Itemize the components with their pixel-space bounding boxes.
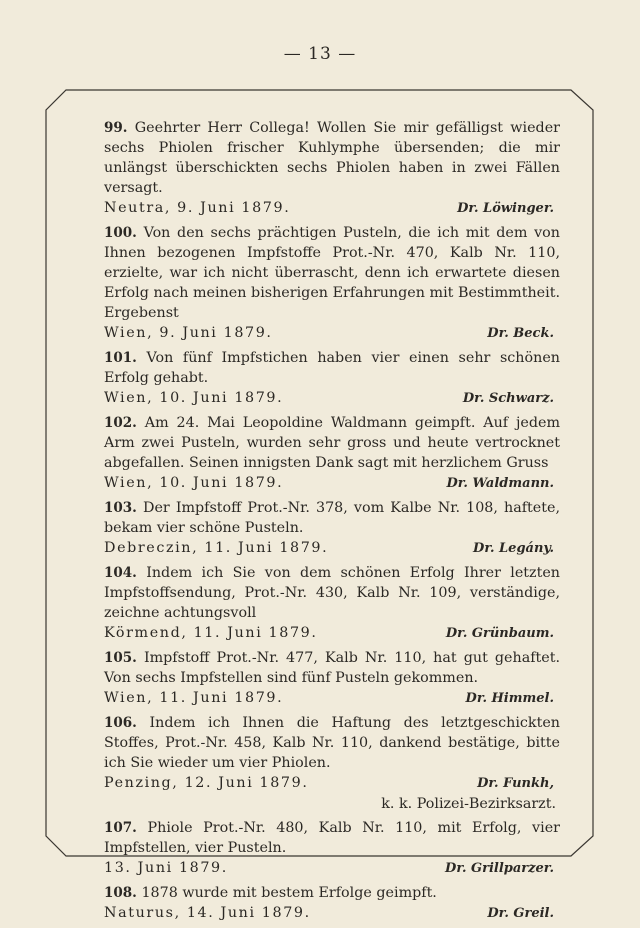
entry-signature: Dr. Funkh, xyxy=(477,776,554,791)
entry-text: Indem ich Sie von dem schönen Erfolg Ihrer letzten Impfstoffsendung, Prot.-Nr. 430, Kalb Nr. 109, verständige, zeichne achtungsvoll xyxy=(104,565,560,621)
entry-number: 106. xyxy=(104,715,137,731)
entry-place-date: Wien, 10. Juni 1879. xyxy=(104,390,284,406)
entry-103 xyxy=(104,498,560,559)
entry-place-date: 13. Juni 1879. xyxy=(104,860,228,876)
entry-signature: Dr. Löwinger. xyxy=(457,201,554,216)
entry-signature: Dr. Greil. xyxy=(487,906,554,921)
entry-place-date: Neutra, 9. Juni 1879. xyxy=(104,200,291,216)
entry-104 xyxy=(104,563,560,644)
entry-text: Am 24. Mai Leopoldine Waldmann geimpft. Auf jedem Arm zwei Pusteln, wurden sehr gross und heute vertrocknet abgefallen. Seinen innigsten Dank sagt mit herzlichem Gruss xyxy=(104,415,561,471)
entry-number: 103. xyxy=(104,500,137,516)
entry-number: 100. xyxy=(104,225,137,241)
entry-number: 107. xyxy=(104,820,137,836)
entry-text: Der Impfstoff Prot.-Nr. 378, vom Kalbe Nr. 108, haftete, bekam vier schöne Pusteln. xyxy=(104,500,561,536)
entry-number: 104. xyxy=(104,565,137,581)
entry-text: 1878 wurde mit bestem Erfolge geimpft. xyxy=(141,885,437,901)
entry-place-date: Naturus, 14. Juni 1879. xyxy=(104,905,311,921)
entry-101 xyxy=(104,348,560,409)
entry-signature: Dr. Schwarz. xyxy=(462,391,554,406)
entry-number: 99. xyxy=(104,120,128,136)
entry-text: Indem ich Ihnen die Haftung des letztgeschickten Stoffes, Prot.-Nr. 458, Kalb Nr. 110, dankend bestätige, bitte ich Sie wieder um vier Phiolen. xyxy=(104,715,561,771)
entry-number: 105. xyxy=(104,650,137,666)
entry-106 xyxy=(104,713,560,814)
entry-100 xyxy=(104,223,560,344)
entry-signature: Dr. Legány. xyxy=(473,541,554,556)
entry-signature-role: k. k. Polizei-Bezirksarzt. xyxy=(381,796,556,812)
letter-list xyxy=(104,118,560,928)
entry-107 xyxy=(104,818,560,879)
entry-number: 102. xyxy=(104,415,137,431)
entry-place-date: Debreczin, 11. Juni 1879. xyxy=(104,540,329,556)
entry-place-date: Penzing, 12. Juni 1879. xyxy=(104,775,309,791)
entry-text: Von den sechs prächtigen Pusteln, die ich mit dem von Ihnen bezogenen Impfstoffe Prot.-Nr. 470, Kalb Nr. 110, erzielte, war ich nicht überrascht, denn ich erwartete diesen Erfolg nach meinen bisherigen Erfahrungen mit Bestimmtheit. Ergebenst xyxy=(104,225,560,321)
entry-number: 101. xyxy=(104,350,137,366)
entry-102 xyxy=(104,413,560,494)
entry-number: 108. xyxy=(104,885,137,901)
entry-text: Von fünf Impfstichen haben vier einen sehr schönen Erfolg gehabt. xyxy=(104,350,561,386)
entry-text: Impfstoff Prot.-Nr. 477, Kalb Nr. 110, hat gut gehaftet. Von sechs Impfstellen sind fünf Pusteln gekommen. xyxy=(104,650,560,686)
entry-place-date: Körmend, 11. Juni 1879. xyxy=(104,625,318,641)
entry-place-date: Wien, 9. Juni 1879. xyxy=(104,325,273,341)
entry-text: Geehrter Herr Collega! Wollen Sie mir gefälligst wieder sechs Phiolen frischer Kuhlymphe übersenden; die mir unlängst überschickten sechs Phiolen haben in zwei Fällen versagt. xyxy=(104,120,560,196)
entry-text: Phiole Prot.-Nr. 480, Kalb Nr. 110, mit Erfolg, vier Impfstellen, vier Pusteln. xyxy=(104,820,560,856)
entry-signature: Dr. Waldmann. xyxy=(446,476,554,491)
entry-signature: Dr. Beck. xyxy=(487,326,554,341)
entry-place-date: Wien, 11. Juni 1879. xyxy=(104,690,284,706)
entry-place-date: Wien, 10. Juni 1879. xyxy=(104,475,284,491)
entry-99 xyxy=(104,118,560,219)
entry-108 xyxy=(104,883,560,924)
entry-signature: Dr. Grillparzer. xyxy=(445,861,554,876)
page-number: — 13 — xyxy=(283,44,357,64)
entry-signature: Dr. Grünbaum. xyxy=(445,626,554,641)
entry-105 xyxy=(104,648,560,709)
entry-signature: Dr. Himmel. xyxy=(465,691,554,706)
